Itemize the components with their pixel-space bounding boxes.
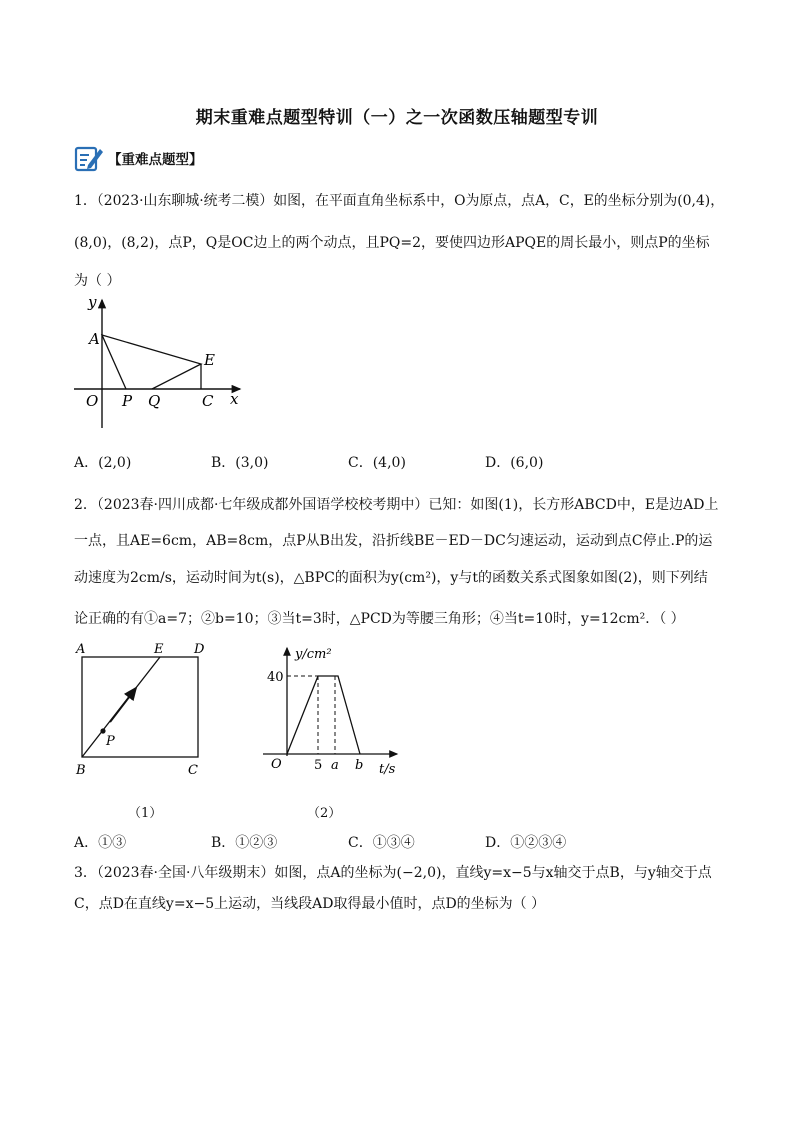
- section-label: 【重难点题型】: [108, 152, 203, 168]
- q2-fig1-A: A: [76, 642, 86, 657]
- q1-line-3: 为（ ）: [74, 273, 121, 289]
- q2-line-2: 一点，且AE=6cm，AB=8cm，点P从B出发，沿折线BE－ED－DC匀速运动，运动到点C停止.P的运: [74, 533, 713, 549]
- q2-option-d: D．①②③④: [485, 835, 567, 851]
- q2-figure-1: [70, 638, 220, 787]
- q2-fig1-caption: （1）: [128, 806, 163, 821]
- q2-motion-arrow: [110, 688, 136, 722]
- q1-figure: [72, 292, 252, 436]
- q2-point-P: [100, 728, 105, 733]
- q2-fig1-B: B: [76, 763, 86, 778]
- notebook-pencil-icon: [74, 143, 104, 173]
- q1-label-E: E: [204, 351, 215, 369]
- q2-fig2-ylabel: y/cm²: [295, 647, 332, 662]
- page-title: 期末重难点题型特训（一）之一次函数压轴题型专训: [195, 108, 599, 128]
- q2-graph: [287, 676, 360, 754]
- q1-label-A: A: [89, 330, 100, 348]
- q1-option-c: C．(4,0): [348, 455, 406, 471]
- q1-label-O: O: [86, 392, 99, 410]
- q2-fig2-O: O: [271, 757, 282, 772]
- q2-option-a: A．①③: [74, 835, 127, 851]
- q1-line-2: (8,0)，(8,2)，点P，Q是OC边上的两个动点，且PQ=2，要使四边形APQE的周长最小，则点P的坐标: [74, 235, 710, 251]
- q2-line-3: 动速度为2cm/s，运动时间为t(s)，△BPC的面积为y(cm²)，y与t的函数关系式图象如图(2)，则下列结: [74, 570, 708, 586]
- q2-fig1-E: E: [154, 642, 164, 657]
- q2-fig2-caption: （2）: [307, 806, 342, 821]
- q2-fig2-t5: 5: [314, 758, 323, 773]
- q2-fig1-D: D: [194, 642, 205, 657]
- q1-label-y: y: [88, 293, 97, 311]
- q2-line-1: 2．（2023春·四川成都·七年级成都外国语学校校考期中）已知：如图(1)，长方形ABCD中，E是边AD上: [74, 497, 719, 513]
- q2-fig2-y40: 40: [267, 670, 284, 685]
- q2-figure-2: [255, 638, 405, 787]
- q1-option-a: A．(2,0): [74, 455, 132, 471]
- q1-line-1: 1．（2023·山东聊城·统考二模）如图，在平面直角坐标系中，O为原点，点A，C，E的坐标分别为(0,4)，: [74, 193, 725, 209]
- q2-fig2-ta: a: [331, 758, 339, 773]
- q1-option-b: B．(3,0): [211, 455, 269, 471]
- q2-fig2-tb: b: [355, 758, 364, 773]
- q1-label-Q: Q: [148, 392, 161, 410]
- q2-fig1-P: P: [106, 734, 115, 749]
- q1-option-d: D．(6,0): [485, 455, 544, 471]
- q1-label-C: C: [202, 392, 214, 410]
- q2-rectangle: [82, 657, 198, 757]
- q2-fig2-xlabel: t/s: [379, 762, 396, 777]
- q1-label-x: x: [230, 390, 239, 408]
- q2-option-c: C．①③④: [348, 835, 415, 851]
- section-header: [74, 143, 203, 173]
- q3-line-2: C，点D在直线y=x−5上运动，当线段AD取得最小值时，点D的坐标为（ ）: [74, 896, 546, 912]
- q1-label-P: P: [122, 392, 133, 410]
- q2-fig1-C: C: [188, 763, 198, 778]
- q2-option-b: B．①②③: [211, 835, 278, 851]
- q1-quadrilateral: [102, 335, 201, 389]
- q3-line-1: 3．（2023春·全国·八年级期末）如图，点A的坐标为(−2,0)，直线y=x−5与x轴交于点B，与y轴交于点: [74, 865, 712, 881]
- q2-line-4: 论正确的有①a=7；②b=10；③当t=3时，△PCD为等腰三角形；④当t=10时，y=12cm²．（ ）: [74, 611, 685, 627]
